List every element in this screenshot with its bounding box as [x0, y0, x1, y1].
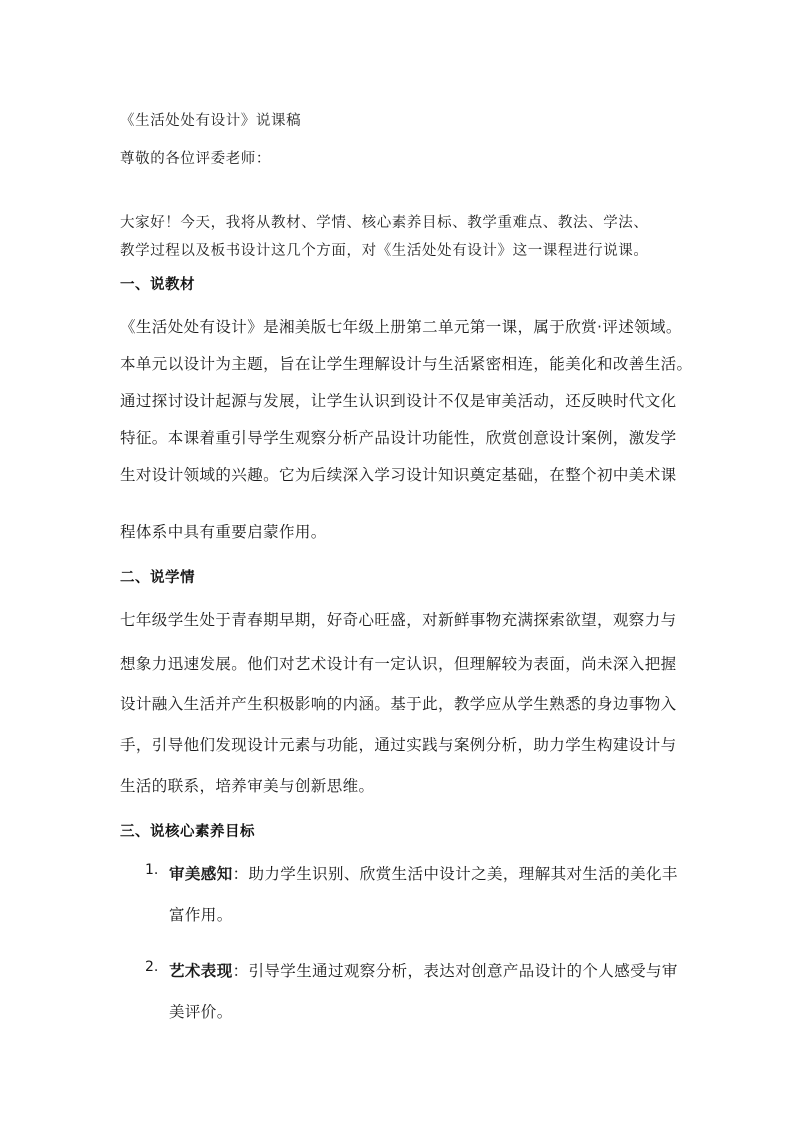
list-item [169, 959, 678, 981]
list-item-text: ：引导学生通过观察分析，表达对创意产品设计的个人感受与审 [232, 962, 678, 980]
list-item [169, 862, 678, 884]
paragraph-line: 生对设计领域的兴趣。它为后续深入学习设计知识奠定基础，在整个初中美术课 [120, 466, 677, 484]
list-item-label: 艺术表现 [169, 962, 233, 980]
list-item-continuation: 美评价。 [169, 1003, 233, 1021]
paragraph-line: 想象力迅速发展。他们对艺术设计有一定认识，但理解较为表面，尚未深入把握 [120, 655, 677, 673]
paragraph-line: 设计融入生活并产生积极影响的内涵。基于此，教学应从学生熟悉的身边事物入 [120, 695, 677, 713]
list-item-label: 审美感知 [169, 865, 233, 883]
paragraph-line: 本单元以设计为主题，旨在让学生理解设计与生活紧密相连，能美化和改善生活。 [120, 355, 693, 373]
list-item-number: 1. [145, 862, 159, 878]
intro-line: 教学过程以及板书设计这几个方面，对《生活处处有设计》这一课程进行说课。 [120, 243, 649, 259]
paragraph-line: 程体系中具有重要启蒙作用。 [120, 523, 327, 541]
intro-line: 大家好！今天，我将从教材、学情、核心素养目标、教学重难点、教法、学法、 [120, 215, 649, 231]
paragraph-line: 七年级学生处于青春期早期，好奇心旺盛，对新鲜事物充满探索欲望，观察力与 [120, 611, 677, 629]
paragraph-line: 生活的联系，培养审美与创新思维。 [120, 777, 375, 795]
paragraph-line: 《生活处处有设计》是湘美版七年级上册第二单元第一课，属于欣赏·评述领域。 [120, 318, 682, 336]
paragraph-line: 手，引导他们发现设计元素与功能，通过实践与案例分析，助力学生构建设计与 [120, 736, 677, 754]
list-item-number: 2. [145, 959, 159, 975]
paragraph-line: 特征。本课着重引导学生观察分析产品设计功能性，欣赏创意设计案例，激发学 [120, 429, 677, 447]
list-item-text: ：助力学生识别、欣赏生活中设计之美，理解其对生活的美化丰 [232, 865, 678, 883]
section-heading-goals: 三、说核心素养目标 [120, 824, 255, 840]
section-heading-student: 二、说学情 [120, 570, 195, 586]
document-title: 《生活处处有设计》说课稿 [120, 113, 302, 129]
paragraph-line: 通过探讨设计起源与发展，让学生认识到设计不仅是审美活动，还反映时代文化 [120, 392, 677, 410]
section-heading-textbook: 一、说教材 [120, 277, 195, 293]
greeting: 尊敬的各位评委老师： [120, 151, 271, 167]
list-item-continuation: 富作用。 [169, 906, 233, 924]
